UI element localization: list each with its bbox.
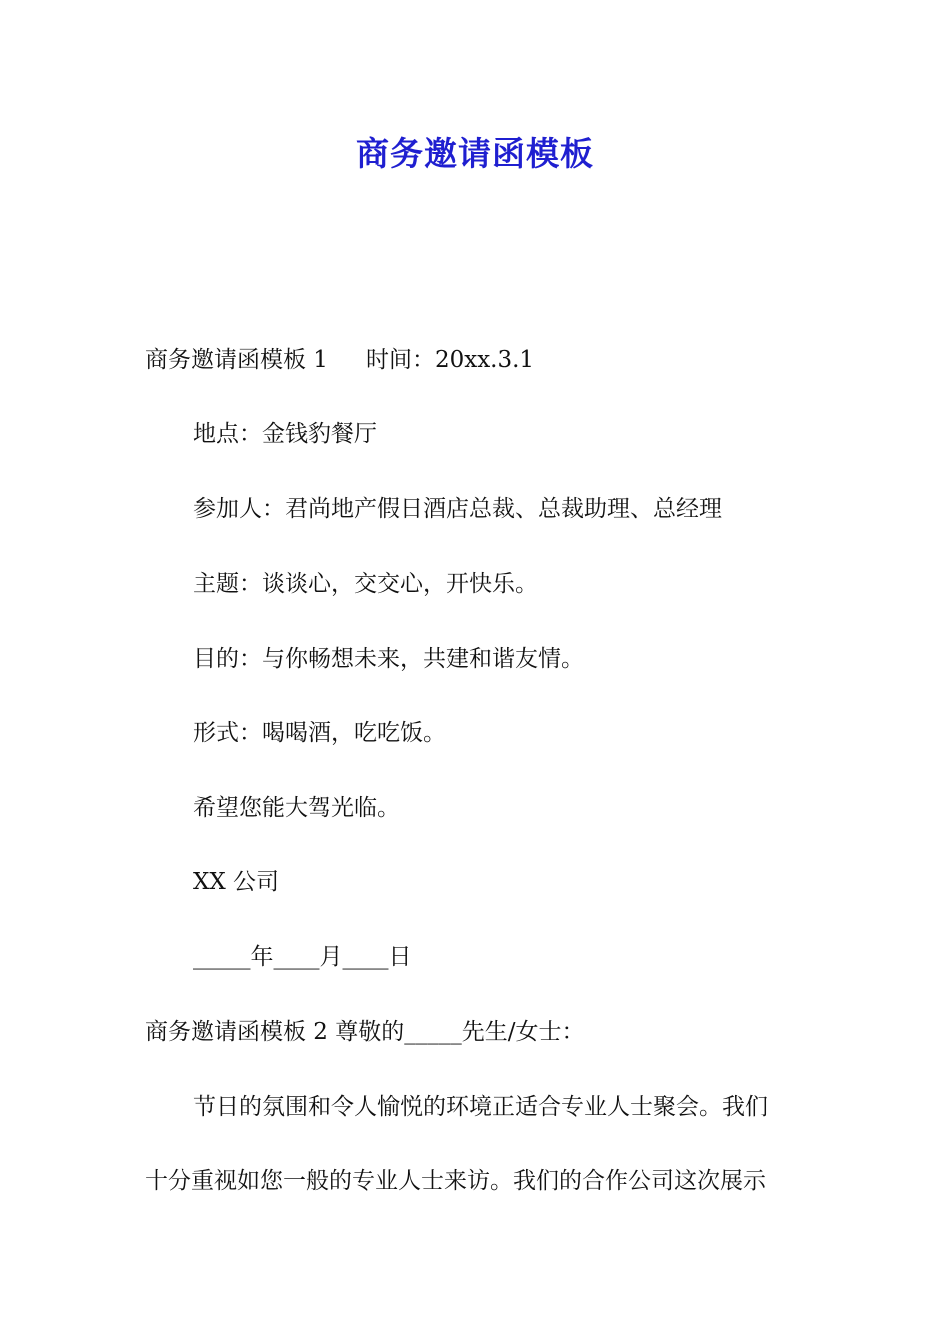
template1-location: 地点：金钱豹餐厅 [193,421,377,447]
template1-closing: 希望您能大驾光临。 [193,795,400,821]
template1-time: 时间：20xx.3.1 [365,347,535,373]
document-title: 商务邀请函模板 [356,134,594,173]
template1-format: 形式：喝喝酒，吃吃饭。 [193,720,446,746]
template1-attendees: 参加人：君尚地产假日酒店总裁、总裁助理、总经理 [193,496,722,522]
template1-heading-line [145,345,534,375]
template1-date: _____年____月____日 [193,944,412,970]
template1-theme: 主题：谈谈心，交交心，开快乐。 [193,571,538,597]
template1-signature: XX 公司 [193,869,280,895]
template2-heading: 商务邀请函模板 2 尊敬的_____先生/女士： [145,1019,585,1045]
template1-purpose: 目的：与你畅想未来，共建和谐友情。 [193,646,584,672]
template1-heading: 商务邀请函模板 1 [145,347,328,373]
template2-paragraph-line: 节日的氛围和令人愉悦的环境正适合专业人士聚会。我们 [193,1094,768,1120]
template2-paragraph-line: 十分重视如您一般的专业人士来访。我们的合作公司这次展示 [145,1168,766,1194]
